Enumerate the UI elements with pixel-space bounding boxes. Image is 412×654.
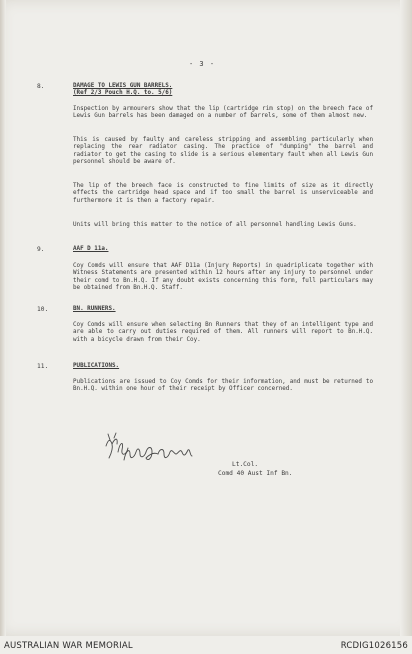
footer-institution: AUSTRALIAN WAR MEMORIAL xyxy=(4,641,133,651)
paragraph: Coy Comds will ensure when selecting Bn Runners that they of an intelligent type and are able to carry out duties required of them. All runners will report to Bn.H.Q. with a bicycle drawn from their Coy. xyxy=(73,322,373,343)
paragraph: Inspection by armourers show that the lip (cartridge rim stop) on the breech face of Lewis Gun barrels has been damaged on a number of barrels, some of them almost new. xyxy=(73,106,373,120)
section-heading: PUBLICATIONS. xyxy=(73,363,120,369)
paper-edge-left xyxy=(0,0,6,636)
section-heading-reference: (Ref 2/3 Pouch H.Q. to. 5/6) xyxy=(73,90,173,96)
handwritten-signature xyxy=(100,432,210,468)
paper-edge-right xyxy=(400,0,412,636)
section-number: 11. xyxy=(37,363,49,370)
section-number: 10. xyxy=(37,306,49,313)
signature-rank: Lt.Col. xyxy=(232,461,259,468)
section-number: 8. xyxy=(37,83,45,90)
paragraph: This is caused by faulty and careless stripping and assembling particularly when replacing the rear radiator casing. The practice of "dumping" the barrel and radiator to get the casing to slide is a serious elementary fault when all Lewis Gun personnel should be aware of. xyxy=(73,137,373,166)
paragraph: Units will bring this matter to the notice of all personnel handling Lewis Guns. xyxy=(73,222,357,228)
archive-footer xyxy=(0,636,412,654)
paragraph: Publications are issued to Coy Comds for their information, and must be returned to Bn.H.Q. within one hour of their receipt by Officer concerned. xyxy=(73,379,373,393)
section-heading: BN. RUNNERS. xyxy=(73,306,116,312)
paragraph: The lip of the breech face is constructed to fine limits of size as it directly effects the cartridge head space and if too small the barrel is unserviceable and furthermore it is then a factory repair. xyxy=(73,183,373,204)
signature-unit: Comd 40 Aust Inf Bn. xyxy=(218,470,293,477)
section-heading: AAF D 11a. xyxy=(73,246,109,252)
section-number: 9. xyxy=(37,246,45,253)
page-number: - 3 - xyxy=(189,60,216,68)
section-heading: DAMAGE TO LEWIS GUN BARRELS. xyxy=(73,83,173,89)
paragraph: Coy Comds will ensure that AAF D11a (Injury Reports) in quadriplicate together with Witness Statements are presented within 12 hours after any injury to personnel under their comd to Bn.H.Q. If any doubt exists concerning this form, full particulars may be obtained from Bn.H.Q. Staff. xyxy=(73,263,373,292)
footer-record-id: RCDIG1026156 xyxy=(340,641,408,651)
